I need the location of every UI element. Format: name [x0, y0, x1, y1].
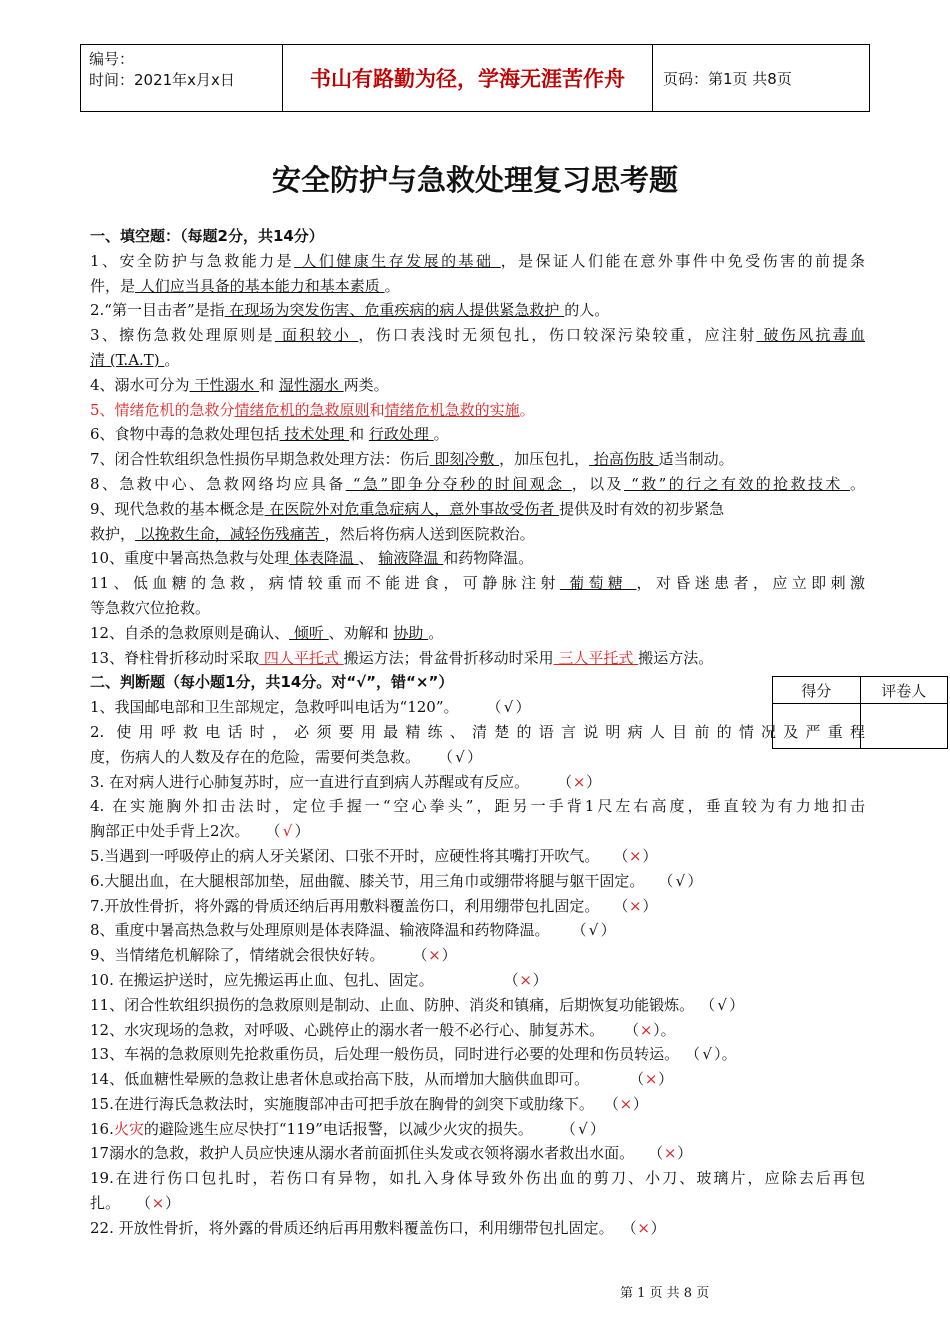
- judge-item: 16.火灾的避险逃生应尽快打“119”电话报警，以减少火灾的损失。 （ √ ）: [90, 1117, 865, 1142]
- fill-q6: 6、食物中毒的急救处理包括 技术处理 和 行政处理 。: [90, 425, 449, 444]
- reviewer-label: 评卷人: [860, 677, 948, 704]
- judge-item: 2. 使用呼救电话时，必须要用最精练、清楚的语言说明病人目前的情况及严重程: [90, 722, 865, 741]
- judge-item: 12、水灾现场的急救，对呼吸、心跳停止的溺水者一般不必行心、肺复苏术。 （×）。: [90, 1018, 865, 1043]
- check-mark-icon: √: [675, 871, 686, 890]
- score-label: 得分: [773, 677, 861, 704]
- motto: 书山有路勤为径，学海无涯苦作舟: [283, 45, 653, 111]
- fill-q5: 5、情绪危机的急救分情绪危机的急救原则和情绪危机急救的实施。: [90, 400, 535, 419]
- cross-mark-icon: ×: [428, 946, 441, 965]
- cross-mark-icon: ×: [151, 1194, 165, 1213]
- cross-mark-icon: ×: [572, 772, 586, 791]
- fill-heading: 一、填空题：（每题2分，共14分）: [90, 227, 324, 245]
- check-mark-icon: √: [503, 698, 514, 717]
- fill-q10: 10、重度中暑高热急救与处理 体表降温 、 输液降温 和药物降温。: [90, 549, 534, 568]
- judge-heading: 二、判断题（每小题1分，共14分。对“√”，错“×”）: [90, 673, 454, 692]
- fill-q1: 1、安全防护与急救能力是 人们健康生存发展的基础 ，是保证人们能在意外事件中免受伤害的前提条: [90, 251, 865, 270]
- header-meta: [81, 45, 283, 111]
- fill-q3: 3、擦伤急救处理原则是 面积较小 ，伤口表浅时无须包扎，伤口较深污染较重，应注射 破伤风抗毒血: [90, 326, 865, 345]
- fill-q3-cont: 清 (T.A.T) 。: [90, 350, 180, 369]
- judge-item: 4. 在实施胸外扣击法时，定位手握一“空心拳头”，距另一手背1尺左右高度，垂直较为有力地扣击: [90, 797, 865, 816]
- judge-item: 5.当遇到一呼吸停止的病人牙关紧闭、口张不开时，应硬性将其嘴打开吹气。 （×）: [90, 844, 865, 869]
- judge-item: 扎。 （×）: [90, 1191, 865, 1216]
- judge-item: 11、闭合性软组织损伤的急救原则是制动、止血、防肿、消炎和镇痛，后期恢复功能锻炼。 （ √ ）: [90, 993, 865, 1018]
- time-label: 时间：2021年x月x日: [89, 71, 235, 89]
- judge-item: 6.大腿出血，在大腿根部加垫，屈曲髋、膝关节，用三角巾或绷带将腿与躯干固定。 （ √ ）: [90, 869, 865, 894]
- cross-mark-icon: ×: [519, 970, 532, 989]
- cross-mark-icon: ×: [663, 1144, 677, 1163]
- judge-item: 17溺水的急救，救护人员应快速从溺水者前面抓住头发或衣领将溺水者救出水面。 （×）: [90, 1141, 865, 1166]
- cross-mark-icon: ×: [629, 896, 642, 915]
- cross-mark-icon: ×: [629, 846, 642, 865]
- header-table: [80, 44, 870, 112]
- check-mark-icon: √: [588, 921, 599, 940]
- judge-item: 15.在进行海氏急救法时，实施腹部冲击可把手放在胸骨的剑突下或肋缘下。 （×）: [90, 1092, 865, 1117]
- judge-item: 7.开放性骨折，将外露的骨质还纳后再用敷料覆盖伤口，利用绷带包扎固定。 （×）: [90, 894, 865, 919]
- fill-q9: 9、现代急救的基本概念是 在医院外对危重急症病人，意外事故受伤者 提供及时有效的初步紧急: [90, 499, 725, 518]
- cross-mark-icon: ×: [637, 1218, 650, 1237]
- page-title: 安全防护与急救处理复习思考题: [271, 163, 678, 197]
- fill-q7: 7、闭合性软组织急性损伤早期急救处理方法：伤后 即刻冷敷 ，加压包扎， 抬高伤肢 适当制动。: [90, 450, 734, 469]
- cross-mark-icon: ×: [619, 1094, 633, 1113]
- document-body: [90, 224, 865, 1241]
- judge-item: 14、低血糖性晕厥的急救让患者休息或抬高下肢，从而增加大脑供血即可。 （×）: [90, 1067, 865, 1092]
- fill-q9-cont: 救护， 以挽救生命，减轻伤残痛苦 ，然后将伤病人送到医院救治。: [90, 524, 535, 543]
- check-mark-icon: √: [455, 747, 465, 766]
- fill-q11: 11、低血糖的急救，病情较重而不能进食，可静脉注射 葡萄糖 ，对昏迷患者，应立即刺激: [90, 574, 865, 593]
- judge-item: 1、我国邮电部和卫生部规定，急救呼叫电话为“120”。 （ √ ）: [90, 695, 865, 720]
- judge-item: 22. 开放性骨折，将外露的骨质还纳后再用敷料覆盖伤口，利用绷带包扎固定。 （×）: [90, 1216, 865, 1241]
- cross-mark-icon: ×: [644, 1070, 658, 1089]
- check-mark-icon: √: [578, 1119, 588, 1138]
- fill-q1-cont: 件，是 人们应当具备的基本能力和基本素质 。: [90, 276, 400, 295]
- judge-item: 3. 在对病人进行心肺复苏时，应一直进行直到病人苏醒或有反应。 （×）: [90, 770, 865, 795]
- page-footer: 第 1 页 共 8 页: [620, 1286, 710, 1301]
- fill-q11-cont: 等急救穴位抢救。: [90, 598, 211, 617]
- judge-list: [90, 695, 865, 1241]
- check-mark-icon: √: [717, 995, 727, 1014]
- fill-q4: 4、溺水可分为 干性溺水 和 湿性溺水 两类。: [90, 375, 389, 394]
- judge-item: 胸部正中处手背上2次。 （ √ ）: [90, 819, 865, 844]
- fill-q8: 8、急救中心、急救网络均应具备 “急”即争分夺秒的时间观念 ，以及 “救”的行之有效的抢救技术 。: [90, 474, 865, 493]
- cross-mark-icon: ×: [639, 1020, 653, 1039]
- page-label: 页码：第1页 共8页: [663, 69, 792, 88]
- judge-item: 8、重度中暑高热急救与处理原则是体表降温、输液降温和药物降温。 （ √ ）: [90, 918, 865, 943]
- judge-item: 10. 在搬运护送时，应先搬运再止血、包扎、固定。 （×）: [90, 968, 865, 993]
- judge-item: 19.在进行伤口包扎时，若伤口有异物，如扎入身体导致外伤出血的剪刀、小刀、玻璃片，应除去后再包: [90, 1169, 865, 1188]
- fill-q2: 2.“第一目击者”是指 在现场为突发伤害、危重疾病的病人提供紧急救护 的人。: [90, 301, 610, 320]
- number-label: 编号：: [89, 50, 135, 68]
- reviewer-cell[interactable]: [860, 704, 948, 749]
- check-mark-icon: √: [282, 822, 293, 841]
- judge-item: 9、当情绪危机解除了，情绪就会很快好转。 （×）: [90, 943, 865, 968]
- fill-q12: 12、自杀的急救原则是确认、 倾听 、劝解和 协助 。: [90, 623, 444, 642]
- judge-item: 度，伤病人的人数及存在的危险，需要何类急救。 （ √ ）: [90, 745, 865, 770]
- fill-q13: 13、脊柱骨折移动时采取 四人平托式 搬运方法；骨盆骨折移动时采用 三人平托式 搬运方法。: [90, 648, 714, 667]
- judge-item: 13、车祸的急救原则先抢救重伤员，后处理一般伤员，同时进行必要的处理和伤员转运。 （ √ ）。: [90, 1042, 865, 1067]
- check-mark-icon: √: [702, 1045, 712, 1064]
